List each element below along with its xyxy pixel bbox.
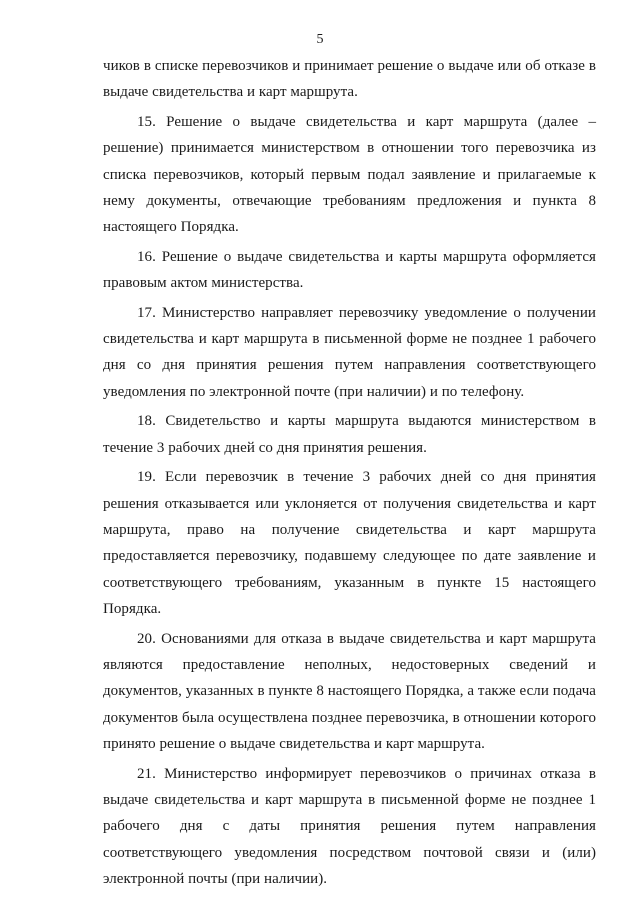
paragraph-15: 15. Решение о выдаче свидетельства и карт маршрута (далее – решение) принимается министерством в отношении того перевозчика из списка перевозчиков, который первым подал заявление и прилагаемые к нему документы, отвечающие требованиям предложения и пункта 8 настоящего Порядка.	[103, 113, 596, 236]
paragraph-continuation: чиков в списке перевозчиков и принимает решение о выдаче или об отказе в выдаче свидетельства и карт маршрута.	[103, 58, 596, 101]
paragraph-21: 21. Министерство информирует перевозчиков о причинах отказа в выдаче свидетельства и карт маршрута в письменной форме не позднее 1 рабочего дня с даты принятия решения путем направления соответствующего уведомления посредством почтовой связи и (или) электронной почты (при наличии).	[103, 765, 596, 888]
paragraph-20: 20. Основаниями для отказа в выдаче свидетельства и карт маршрута являются предоставление неполных, недостоверных сведений и документов, указанных в пункте 8 настоящего Порядка, а также если подача документов была осуществлена позднее перевозчика, в отношении которого принято решение о выдаче свидетельства и карт маршрута.	[103, 630, 596, 753]
document-body	[103, 53, 596, 896]
paragraph-18: 18. Свидетельство и карты маршрута выдаются министерством в течение 3 рабочих дней со дня принятия решения.	[103, 413, 596, 456]
paragraph-19: 19. Если перевозчик в течение 3 рабочих дней со дня принятия решения отказывается или уклоняется от получения свидетельства и карт маршрута, право на получение свидетельства и карт маршрута предоставляется перевозчику, подавшему следующее по дате заявление и соответствующего требованиям, указанным в пункте 15 настоящего Порядка.	[103, 469, 596, 618]
paragraph-16: 16. Решение о выдаче свидетельства и карты маршрута оформляется правовым актом министерства.	[103, 248, 596, 292]
paragraph-17: 17. Министерство направляет перевозчику уведомление о получении свидетельства и карт маршрута в письменной форме не позднее 1 рабочего дня со дня принятия решения путем направления соответствующего уведомления по электронной почте (при наличии) и по телефону.	[103, 304, 596, 400]
page-number: 5	[316, 32, 324, 47]
